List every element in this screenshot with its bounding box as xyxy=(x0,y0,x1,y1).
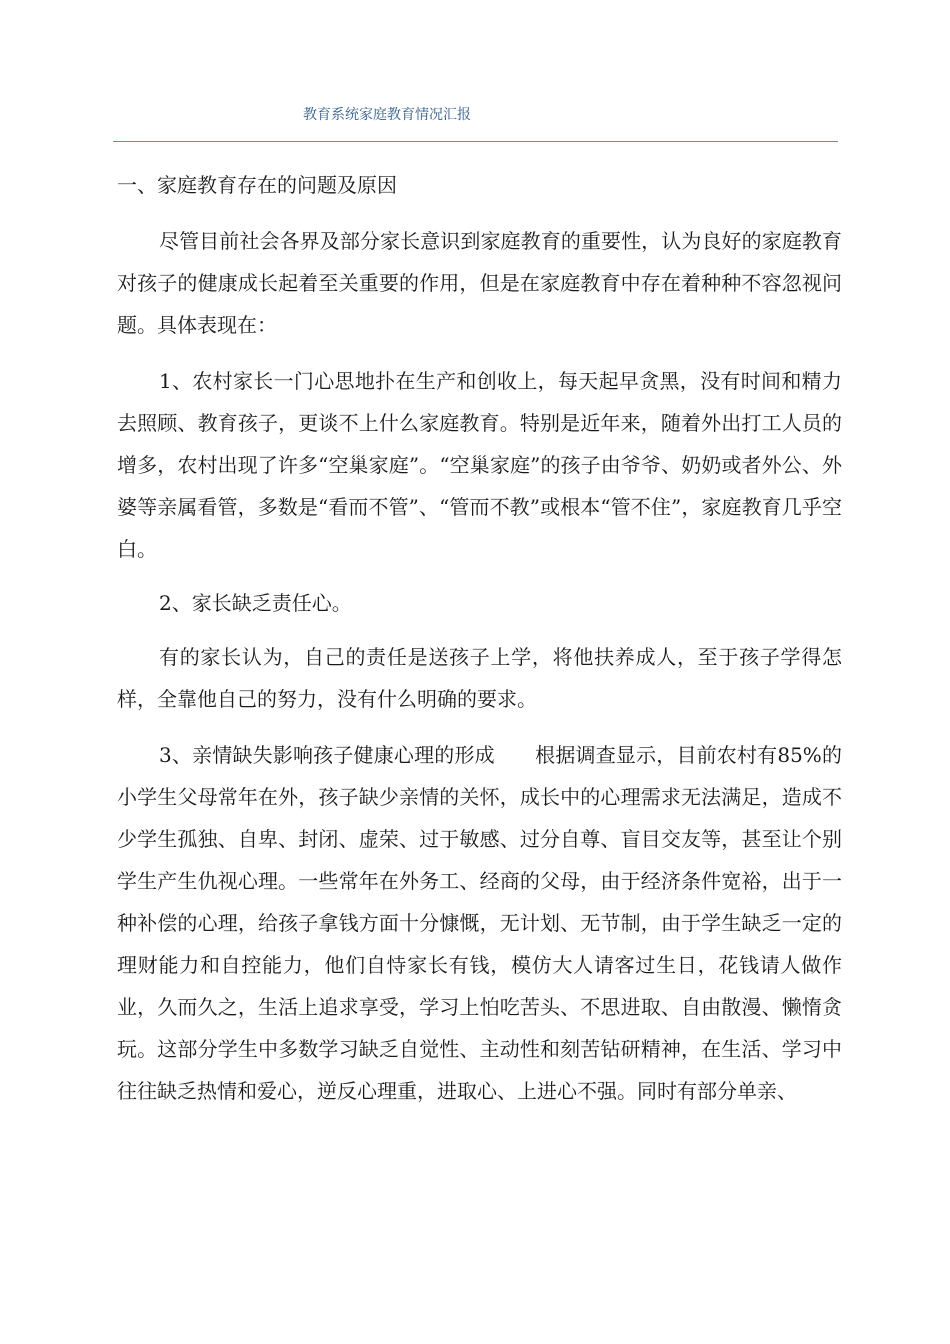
document-body xyxy=(117,164,842,1112)
paragraph-item-2-detail: 有的家长认为，自己的责任是送孩子上学，将他扶养成人，至于孩子学得怎样，全靠他自己的努力，没有什么明确的要求。 xyxy=(117,645,842,711)
page-header xyxy=(0,0,950,145)
header-divider xyxy=(113,141,838,142)
header-title: 教育系统家庭教育情况汇报 xyxy=(303,107,471,123)
paragraph-item-3: 3、亲情缺失影响孩子健康心理的形成 根据调查显示，目前农村有85%的小学生父母常年在外，孩子缺少亲情的关怀，成长中的心理需求无法满足，造成不少学生孤独、自卑、封闭、虚荣、过于敏感、过分自尊、盲目交友等，甚至让个别学生产生仇视心理。一些常年在外务工、经商的父母，由于经济条件宽裕，出于一种补偿的心理，给孩子拿钱方面十分慷慨，无计划、无节制，由于学生缺乏一定的理财能力和自控能力，他们自恃家长有钱，模仿大人请客过生日，花钱请人做作业，久而久之，生活上追求享受，学习上怕吃苦头、不思进取、自由散漫、懒惰贪玩。这部分学生中多数学习缺乏自觉性、主动性和刻苦钻研精神，在生活、学习中往往缺乏热情和爱心，逆反心理重，进取心、上进心不强。同时有部分单亲、 xyxy=(117,743,842,1103)
paragraph-item-1: 1、农村家长一门心思地扑在生产和创收上，每天起早贪黑，没有时间和精力去照顾、教育孩子，更谈不上什么家庭教育。特别是近年来，随着外出打工人员的增多，农村出现了许多“空巢家庭”。“空巢家庭”的孩子由爷爷、奶奶或者外公、外婆等亲属看管，多数是“看而不管”、“管而不教”或根本“管不住”，家庭教育几乎空白。 xyxy=(117,369,842,561)
paragraph-item-2: 2、家长缺乏责任心。 xyxy=(159,591,352,615)
section-heading: 一、家庭教育存在的问题及原因 xyxy=(117,173,397,197)
paragraph-intro: 尽管目前社会各界及部分家长意识到家庭教育的重要性，认为良好的家庭教育对孩子的健康成长起着至关重要的作用，但是在家庭教育中存在着种种不容忽视问题。具体表现在： xyxy=(117,229,842,337)
